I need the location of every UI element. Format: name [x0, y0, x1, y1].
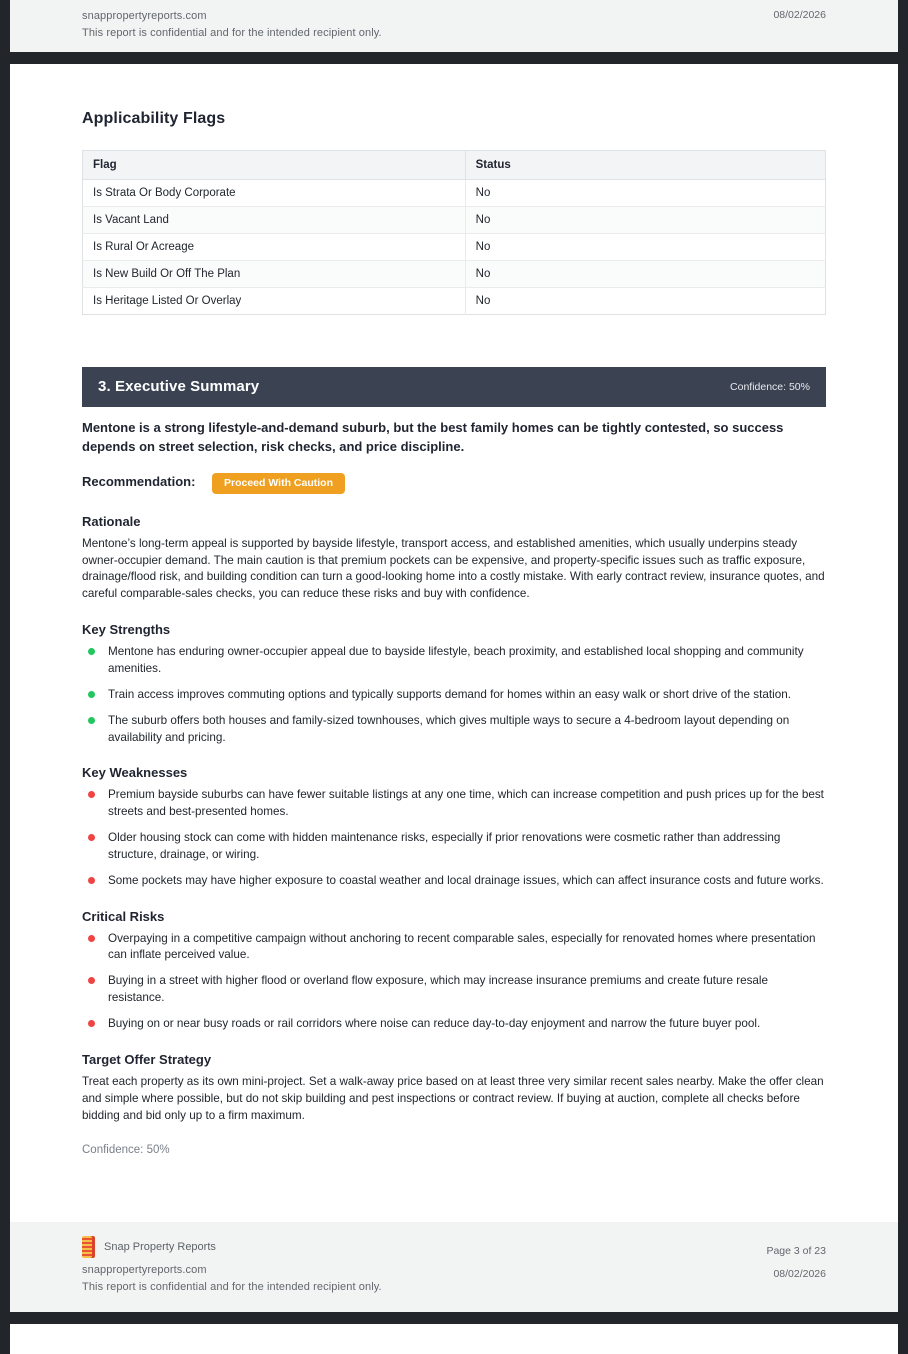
list-item: [82, 787, 826, 821]
footer-date: 08/02/2026: [773, 1268, 826, 1281]
flag-name: Is Rural Or Acreage: [83, 234, 466, 261]
list-item: [82, 973, 826, 1007]
flag-name: Is Vacant Land: [83, 207, 466, 234]
page-separator: [0, 1312, 908, 1324]
executive-summary-heading: 3. Executive Summary: [98, 378, 260, 396]
flag-status: No: [465, 180, 825, 207]
bullet-dot-icon: [88, 791, 95, 798]
footer-meta: [766, 1240, 826, 1286]
recommendation-label: Recommendation:: [82, 473, 196, 489]
list-item-text: Buying on or near busy roads or rail corridors where noise can reduce day-to-day enjoyment and narrow the future buyer pool.: [108, 1016, 761, 1030]
list-item: [82, 644, 826, 678]
critical-risks-title: Critical Risks: [82, 908, 165, 924]
critical-risks-list: [82, 931, 826, 1033]
footer-brand-name: Snap Property Reports: [104, 1241, 216, 1254]
applicability-flags-title: Applicability Flags: [82, 110, 226, 128]
flag-status: No: [465, 261, 825, 288]
recommendation-row: [82, 473, 826, 495]
footer-brand: [82, 1236, 826, 1258]
rationale-title: Rationale: [82, 513, 141, 529]
bullet-dot-icon: [88, 977, 95, 984]
bullet-dot-icon: [88, 935, 95, 942]
column-header-flag: Flag: [83, 151, 466, 180]
list-item: [82, 873, 826, 890]
page-separator: [0, 52, 908, 64]
list-item-text: Some pockets may have higher exposure to coastal weather and local drainage issues, which can affect insurance costs and future works.: [108, 873, 824, 887]
running-footer: [10, 1222, 898, 1312]
header-site-url: snappropertyreports.com: [82, 10, 207, 22]
page-content: [10, 64, 898, 1222]
applicability-flags-table: [82, 150, 826, 315]
bullet-dot-icon: [88, 1020, 95, 1027]
column-header-status: Status: [465, 151, 825, 180]
key-strengths-title: Key Strengths: [82, 622, 171, 638]
header-date: 08/02/2026: [773, 9, 826, 21]
header-confidential-note: This report is confidential and for the intended recipient only.: [82, 27, 382, 40]
list-item: [82, 1016, 826, 1033]
bullet-dot-icon: [88, 648, 95, 655]
confidence-footer: Confidence: 50%: [82, 1144, 170, 1157]
list-item: [82, 713, 826, 747]
table-header-row: [83, 151, 826, 180]
bullet-dot-icon: [88, 691, 95, 698]
bullet-dot-icon: [88, 834, 95, 841]
flag-status: No: [465, 234, 825, 261]
list-item: [82, 830, 826, 864]
executive-summary-lead: Mentone is a strong lifestyle-and-demand suburb, but the best family homes can be tightly contested, so success depends on street selection, risk checks, and price discipline.: [82, 420, 784, 454]
table-row: [83, 180, 826, 207]
table-row: [83, 261, 826, 288]
list-item-text: Older housing stock can come with hidden maintenance risks, especially if prior renovations were cosmetic rather than addressing structure, drainage, or wiring.: [108, 831, 781, 861]
page-number: Page 3 of 23: [766, 1245, 826, 1258]
flag-status: No: [465, 207, 825, 234]
flag-name: Is Heritage Listed Or Overlay: [83, 288, 466, 315]
footer-confidential-note: This report is confidential and for the intended recipient only.: [82, 1281, 382, 1294]
key-weaknesses-title: Key Weaknesses: [82, 765, 188, 781]
list-item-text: Train access improves commuting options and typically supports demand for homes within an easy walk or short drive of the station.: [108, 687, 791, 701]
target-offer-strategy-text: Treat each property as its own mini-project. Set a walk-away price based on at least three very similar recent sales nearby. Make the offer clean and simple where possible, but do not skip building and pest inspections or contract review. If buying at auction, complete all checks before bidding and bid only up to a firm maximum.: [82, 1074, 824, 1122]
snap-property-reports-logo-icon: [82, 1236, 95, 1258]
table-row: [83, 234, 826, 261]
footer-site-url: snappropertyreports.com: [82, 1264, 207, 1277]
previous-page-sheet: [10, 0, 898, 52]
flag-status: No: [475, 295, 491, 308]
table-row: [83, 207, 826, 234]
recommendation-status-badge: Proceed With Caution: [212, 473, 345, 494]
list-item-text: Buying in a street with higher flood or overland flow exposure, which may increase insurance premiums and create future resale resistance.: [108, 974, 769, 1005]
bullet-dot-icon: [88, 877, 95, 884]
list-item-text: The suburb offers both houses and family-sized townhouses, which gives multiple ways to secure a 4-bedroom layout depending on availability and pricing.: [108, 713, 790, 744]
running-header: [10, 0, 898, 52]
bullet-dot-icon: [88, 717, 95, 724]
next-page-sheet: [10, 1324, 898, 1354]
list-item: [82, 931, 826, 965]
flag-name: Is Strata Or Body Corporate: [83, 180, 466, 207]
report-page-3: [10, 64, 898, 1312]
key-strengths-list: [82, 644, 826, 746]
key-weaknesses-list: [82, 787, 826, 889]
list-item-text: Premium bayside suburbs can have fewer suitable listings at any one time, which can increase competition and push prices up for the best streets and best-presented homes.: [108, 788, 824, 819]
confidence-badge: Confidence: 50%: [730, 380, 810, 393]
target-offer-strategy-title: Target Offer Strategy: [82, 1051, 212, 1067]
rationale-text: Mentone’s long-term appeal is supported by bayside lifestyle, transport access, and established amenities, which usually underpins steady owner-occupier demand. The main caution is that premium pockets can be expensive, and property-specific issues such as traffic exposure, drainage/flood risk, and building condition can turn a good-looking home into a costly mistake. With early contract review, insurance quotes, and careful comparable-sales checks, you can reduce these risks and buy with confidence.: [82, 536, 825, 601]
content-bottom-spacer: [82, 1156, 826, 1196]
executive-summary-header: [82, 367, 826, 407]
list-item-text: Overpaying in a competitive campaign without anchoring to recent comparable sales, especially for renovated homes where presentation can inflate perceived value.: [108, 931, 816, 962]
table-row: [83, 288, 826, 315]
list-item-text: Mentone has enduring owner-occupier appeal due to bayside lifestyle, beach proximity, and established local shopping and community amenities.: [108, 645, 804, 675]
list-item: [82, 687, 826, 704]
executive-summary-section: [82, 367, 826, 1156]
flag-name: Is New Build Or Off The Plan: [83, 261, 466, 288]
